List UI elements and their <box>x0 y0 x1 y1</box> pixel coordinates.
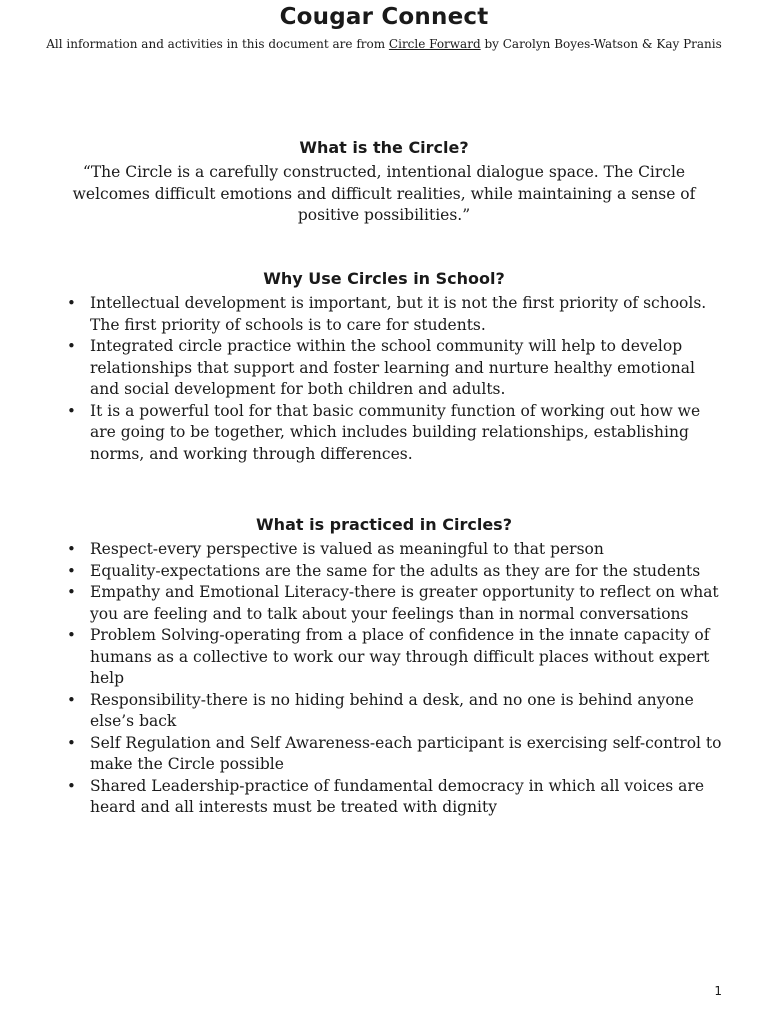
heading-why-use-circles: Why Use Circles in School? <box>263 269 505 288</box>
list-item: • Empathy and Emotional Literacy-there is greater opportunity to reflect on what you are feeling and to talk about your feelings than in normal conversations <box>0 582 768 625</box>
list-item: • Equality-expectations are the same for the adults as they are for the students <box>0 561 768 583</box>
document-title: Cougar Connect <box>279 4 489 30</box>
list-item: • Intellectual development is important, but it is not the first priority of schools. The first priority of schools is to care for students. <box>0 293 768 336</box>
subtitle-prefix: All information and activities in this document are from <box>46 37 389 51</box>
circle-quote: “The Circle is a carefully constructed, intentional dialogue space. The Circle welcomes difficult emotions and difficult realities, while maintaining a sense of positive possibilities.” <box>72 163 696 224</box>
list-item: • Integrated circle practice within the school community will help to develop relationships that support and foster learning and nurture healthy emotional and social development for both children and adults. <box>0 336 768 401</box>
book-title: Circle Forward <box>388 37 481 51</box>
list-item: • Problem Solving-operating from a place of confidence in the innate capacity of humans as a collective to work our way through difficult places without expert help <box>0 625 768 690</box>
heading-what-is-circle: What is the Circle? <box>299 138 469 157</box>
subtitle-suffix: by Carolyn Boyes-Watson & Kay Pranis <box>480 37 722 51</box>
document-subtitle <box>0 37 768 51</box>
list-item: • It is a powerful tool for that basic community function of working out how we are going to be together, which includes building relationships, establishing norms, and working through differences. <box>0 401 768 466</box>
list-item: • Shared Leadership-practice of fundamental democracy in which all voices are heard and all interests must be treated with dignity <box>0 776 768 819</box>
why-use-circles-list <box>0 293 768 465</box>
practiced-in-circles-list <box>0 539 768 819</box>
list-item: • Responsibility-there is no hiding behind a desk, and no one is behind anyone else’s back <box>0 690 768 733</box>
heading-what-is-practiced: What is practiced in Circles? <box>256 515 512 534</box>
list-item: • Respect-every perspective is valued as meaningful to that person <box>0 539 768 561</box>
page-number: 1 <box>714 984 722 998</box>
list-item: • Self Regulation and Self Awareness-each participant is exercising self-control to make the Circle possible <box>0 733 768 776</box>
